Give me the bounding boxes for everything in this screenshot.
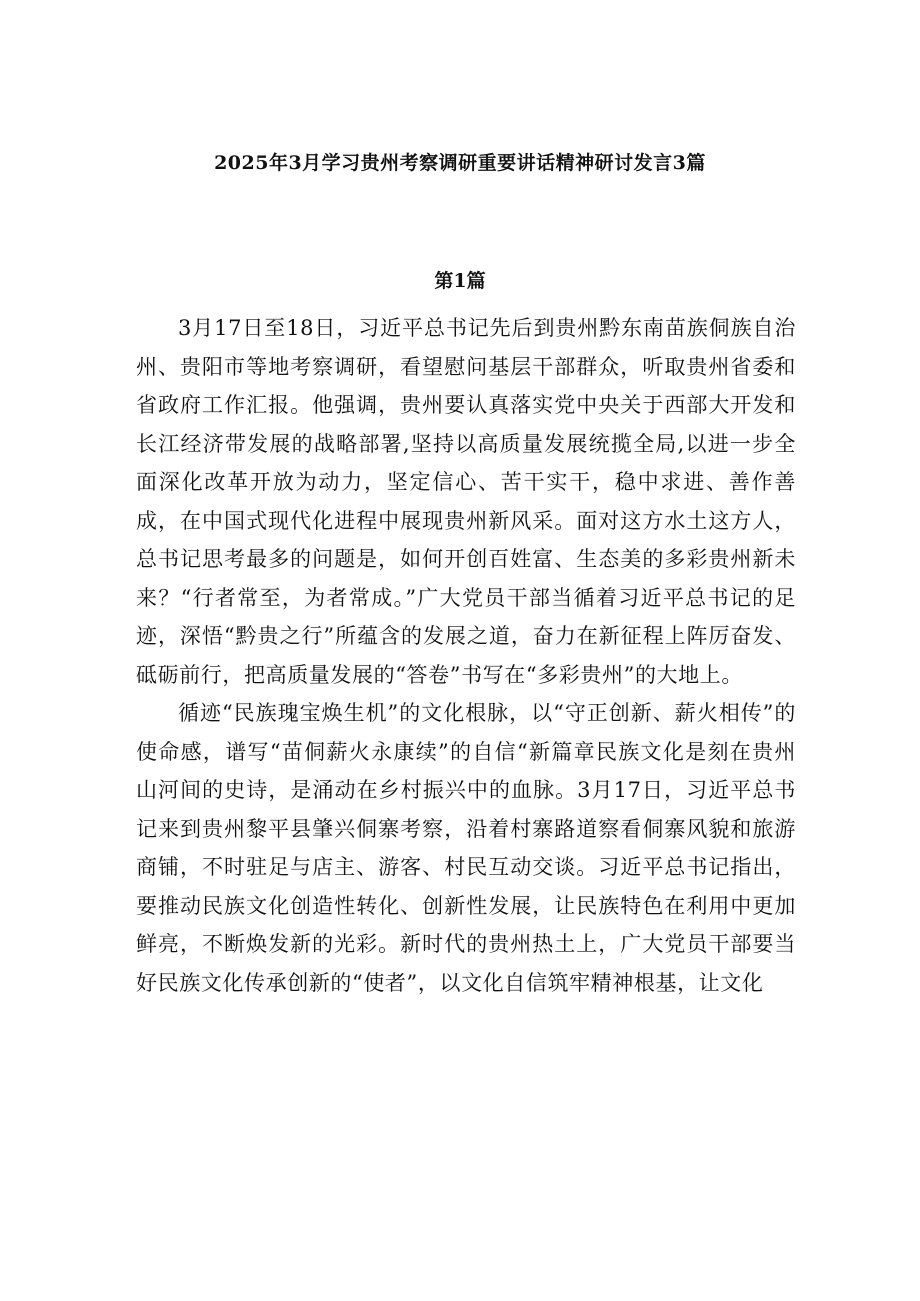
paragraph-1: 3月17日至18日，习近平总书记先后到贵州黔东南苗族侗族自治州、贵阳市等地考察调研，看望慰问基层干部群众，听取贵州省委和省政府工作汇报。他强调，贵州要认真落实党中央关于西部大开发和长江经济带发展的战略部署,坚持以高质量发展统揽全局,以进一步全面深化改革开放为动力，坚定信心、苦干实干，稳中求进、善作善成，在中国式现代化进程中展现贵州新风采。面对这方水土这方人，总书记思考最多的问题是，如何开创百姓富、生态美的多彩贵州新未来？“行者常至，为者常成。”广大党员干部当循着习近平总书记的足迹，深悟“黔贵之行”所蕴含的发展之道，奋力在新征程上阵厉奋发、砥砺前行，把高质量发展的“答卷”书写在“多彩贵州”的大地上。 [136, 316, 796, 687]
document-body [136, 309, 796, 1002]
section-title: 第1篇 [434, 270, 486, 292]
paragraph-2: 循迹“民族瑰宝焕生机”的文化根脉，以“守正创新、薪火相传”的使命感，谱写“苗侗薪火永康续”的自信“新篇章民族文化是刻在贵州山河间的史诗，是涌动在乡村振兴中的血脉。3月17日，习近平总书记来到贵州黎平县肇兴侗寨考察，沿着村寨路道察看侗寨风貌和旅游商铺，不时驻足与店主、游客、村民互动交谈。习近平总书记指出，要推动民族文化创造性转化、创新性发展，让民族特色在利用中更加鲜亮，不断焕发新的光彩。新时代的贵州热土上，广大党员干部要当好民族文化传承创新的“使者”，以文化自信筑牢精神根基，让文化 [136, 701, 796, 995]
document-title: 2025年3月学习贵州考察调研重要讲话精神研讨发言3篇 [214, 152, 706, 174]
